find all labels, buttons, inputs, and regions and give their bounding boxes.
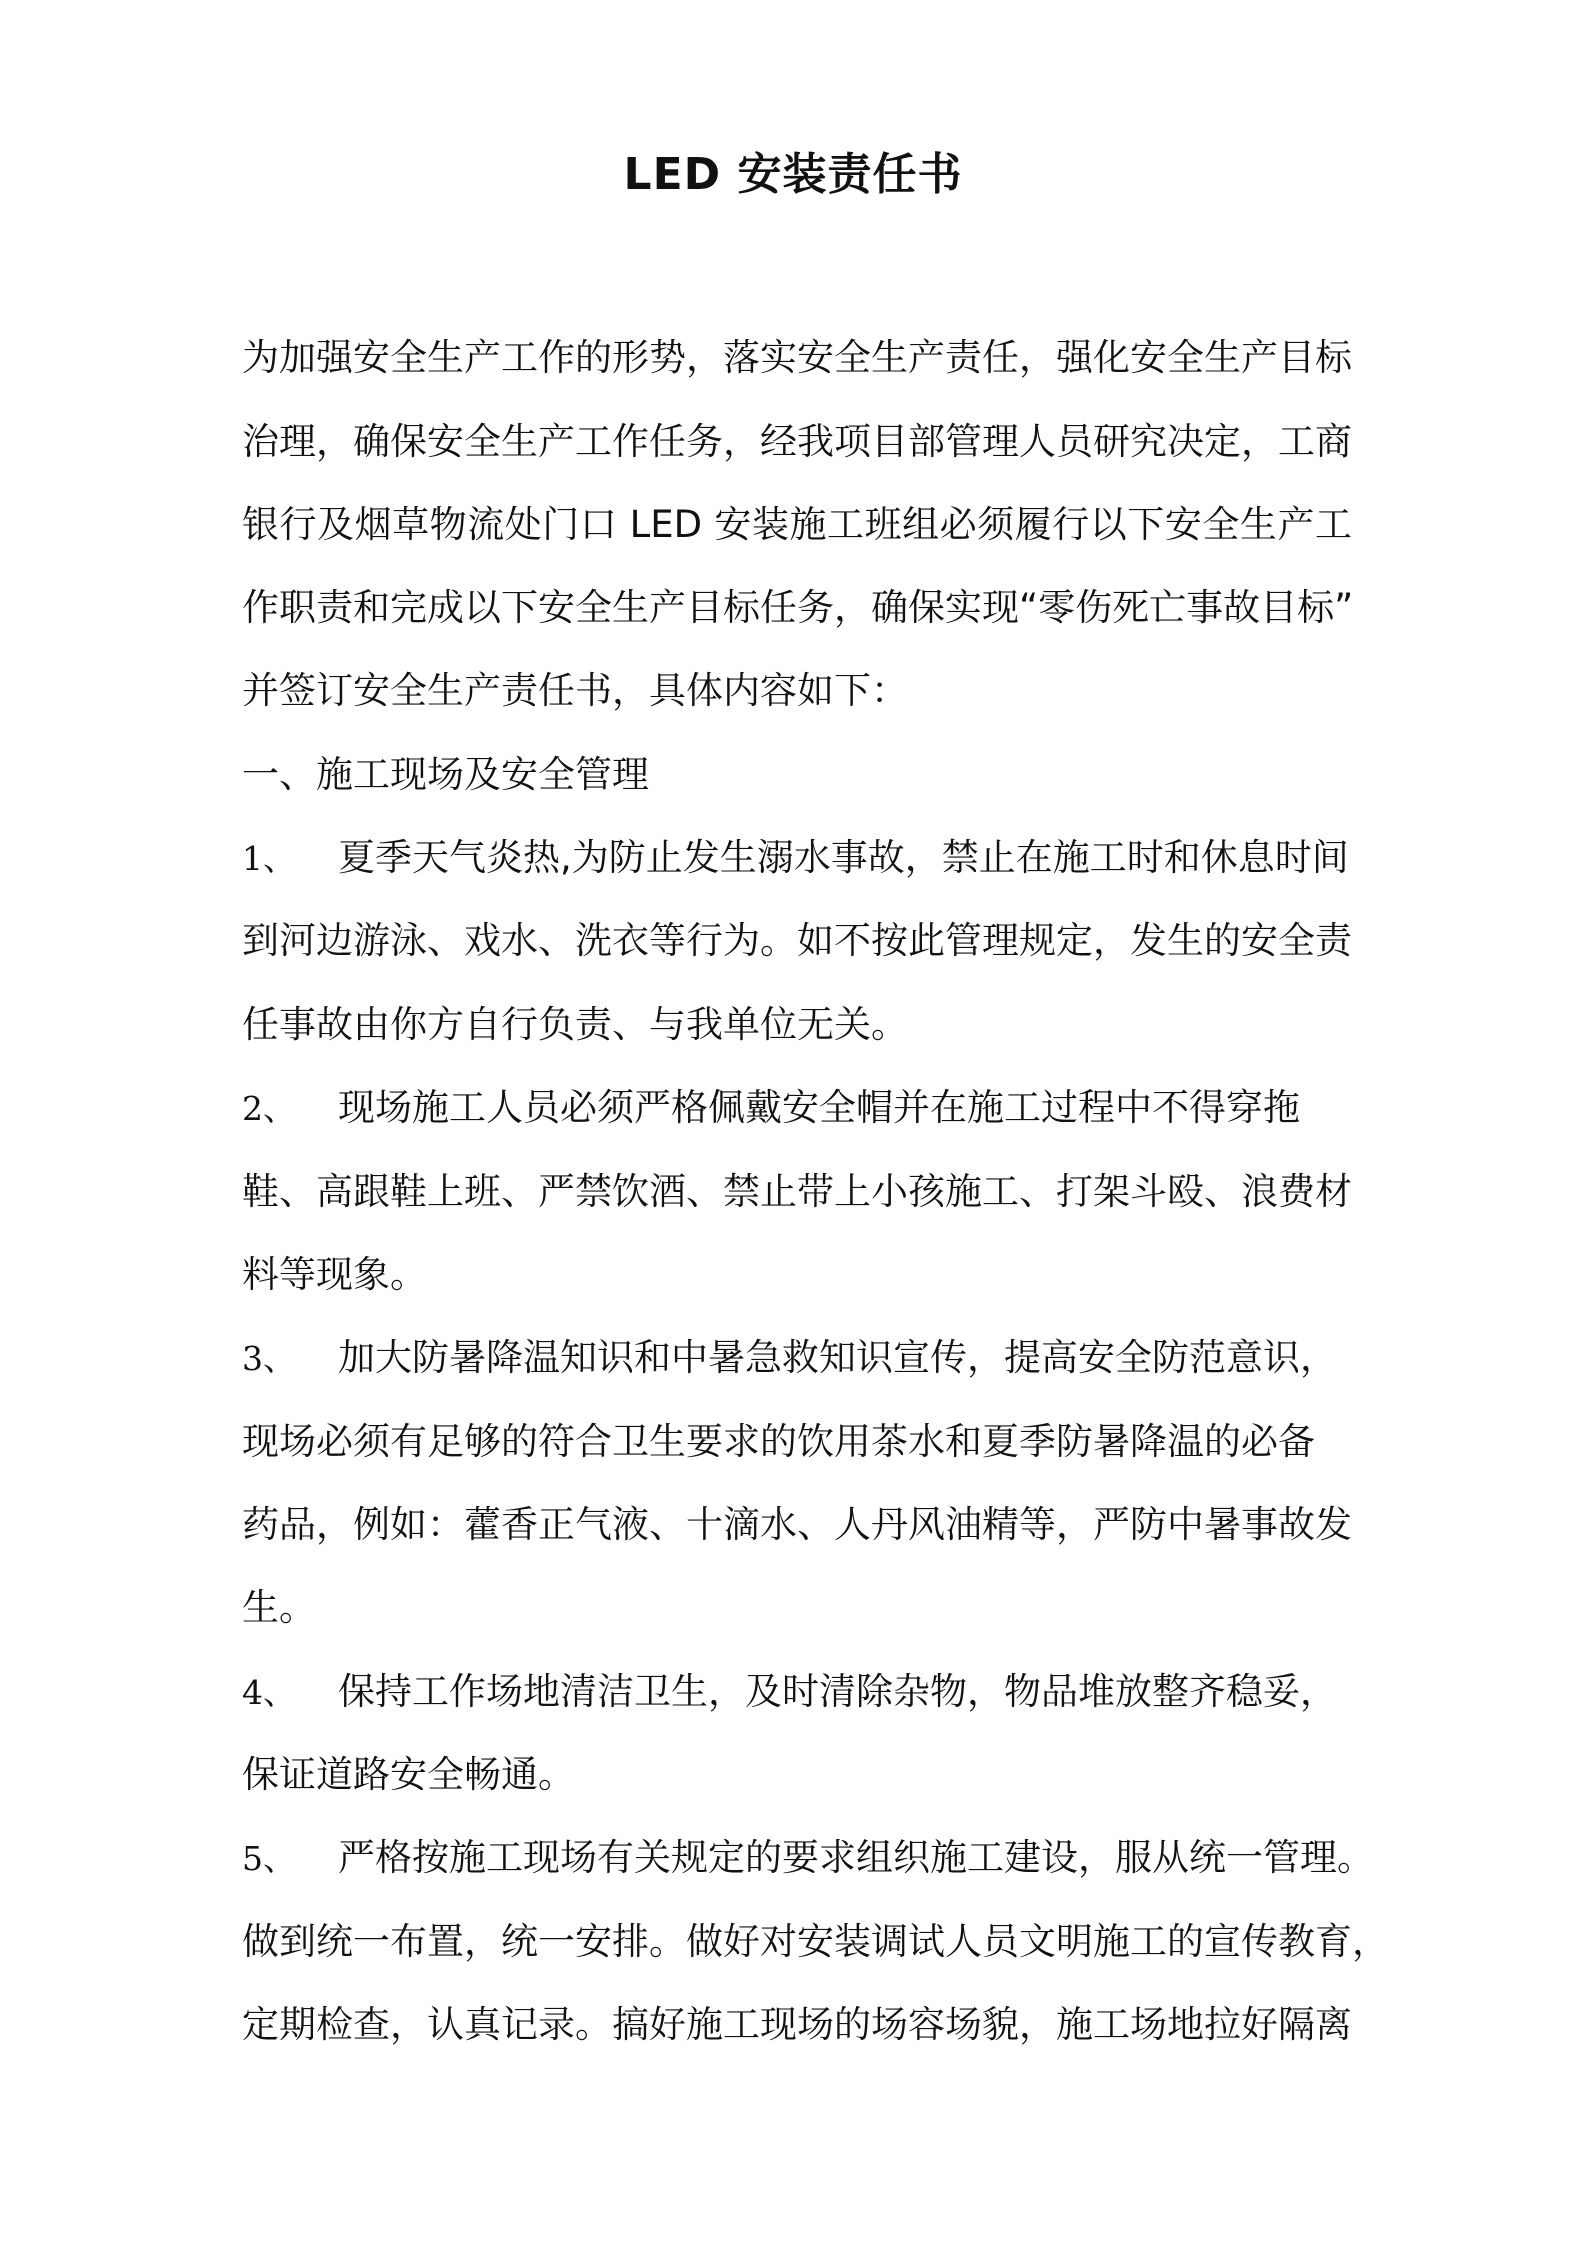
- item-text: 加大防暑降温知识和中暑急救知识宣传，提高安全防范意识，: [338, 1336, 1337, 1379]
- item-number: 1、: [242, 839, 296, 878]
- intro-line: 并签订安全生产责任书，具体内容如下：: [242, 669, 908, 712]
- item-text: 保持工作场地清洁卫生，及时清除杂物，物品堆放整齐稳妥，: [338, 1670, 1337, 1713]
- item-line: 保证道路安全畅通。: [242, 1753, 575, 1796]
- item-first-line: [242, 1838, 1374, 1879]
- item-number: 4、: [242, 1673, 296, 1712]
- item-line: 料等现象。: [242, 1253, 427, 1296]
- item-line: 到河边游泳、戏水、洗衣等行为。如不按此管理规定，发生的安全责: [242, 919, 1352, 962]
- item-text: 现场施工人员必须严格佩戴安全帽并在施工过程中不得穿拖: [338, 1086, 1300, 1129]
- item-line: 定期检查，认真记录。搞好施工现场的场容场貌，施工场地拉好隔离: [242, 2003, 1352, 2046]
- item-text: 夏季天气炎热,为防止发生溺水事故，禁止在施工时和休息时间: [338, 836, 1349, 879]
- item-line: 鞋、高跟鞋上班、严禁饮酒、禁止带上小孩施工、打架斗殴、浪费材: [242, 1170, 1352, 1213]
- item-line: 任事故由你方自行负责、与我单位无关。: [242, 1003, 908, 1046]
- section-heading: 一、施工现场及安全管理: [242, 753, 649, 796]
- item-first-line: [242, 838, 1349, 879]
- item-text: 严格按施工现场有关规定的要求组织施工建设，服从统一管理。: [338, 1836, 1374, 1879]
- item-line: 药品，例如：藿香正气液、十滴水、人丹风油精等，严防中暑事故发: [242, 1503, 1352, 1546]
- intro-line: 作职责和完成以下安全生产目标任务，确保实现“零伤死亡事故目标”: [242, 586, 1354, 629]
- item-first-line: [242, 1338, 1337, 1379]
- item-number: 2、: [242, 1089, 296, 1128]
- intro-line: 治理，确保安全生产工作任务，经我项目部管理人员研究决定，工商: [242, 420, 1352, 463]
- item-line: 生。: [242, 1586, 316, 1629]
- item-first-line: [242, 1088, 1300, 1129]
- item-number: 3、: [242, 1339, 296, 1378]
- item-line: 现场必须有足够的符合卫生要求的饮用茶水和夏季防暑降温的必备: [242, 1420, 1315, 1463]
- document-title: LED 安装责任书: [623, 149, 963, 200]
- intro-line: 为加强安全生产工作的形势，落实安全生产责任，强化安全生产目标: [242, 336, 1352, 379]
- item-first-line: [242, 1672, 1337, 1713]
- item-line: 做到统一布置，统一安排。做好对安装调试人员文明施工的宣传教育，: [242, 1920, 1389, 1963]
- intro-line: 银行及烟草物流处门口 LED 安装施工班组必须履行以下安全生产工: [242, 503, 1352, 546]
- item-number: 5、: [242, 1839, 296, 1878]
